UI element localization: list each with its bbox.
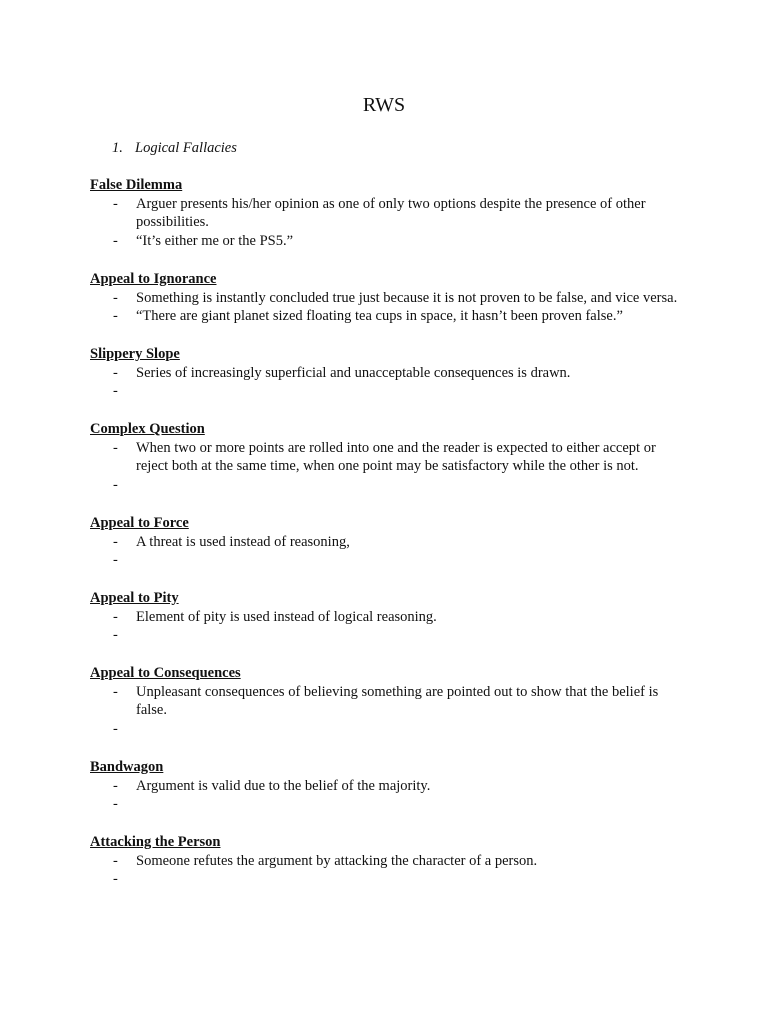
outline-heading [112, 139, 237, 157]
bullet-dash: - [113, 533, 118, 550]
fallacy-section [90, 270, 690, 326]
fallacy-section [90, 345, 690, 401]
bullet-dash: - [113, 852, 118, 869]
fallacy-section [90, 664, 690, 739]
fallacy-heading: False Dilemma [90, 177, 183, 193]
bullet-item [90, 720, 690, 739]
fallacy-heading: Bandwagon [90, 758, 164, 775]
bullet-item [90, 852, 690, 871]
bullet-item [90, 777, 690, 796]
fallacy-heading: Slippery Slope [90, 345, 180, 362]
bullet-text: “It’s either me or the PS5.” [136, 233, 294, 250]
bullet-item [90, 289, 690, 308]
bullet-dash: - [113, 195, 118, 212]
fallacy-heading: Appeal to Force [90, 514, 189, 531]
bullet-text: Something is instantly concluded true just because it is not proven to be false, and vice versa. [136, 289, 678, 306]
bullet-text: Unpleasant consequences of believing something are pointed out to show that the belief is false. [136, 683, 659, 719]
bullet-text: Series of increasingly superficial and unacceptable consequences is drawn. [136, 364, 571, 381]
bullet-dash: - [113, 683, 118, 700]
bullet-dash: - [113, 289, 118, 306]
fallacy-section [90, 420, 690, 495]
fallacy-heading: Attacking the Person [90, 833, 221, 850]
bullet-text: “There are giant planet sized floating tea cups in space, it hasn’t been proven false.” [136, 308, 623, 325]
bullet-text: Element of pity is used instead of logical reasoning. [136, 608, 437, 625]
bullet-item [90, 683, 690, 720]
fallacy-section [90, 758, 690, 814]
fallacy-heading: Appeal to Pity [90, 589, 179, 606]
bullet-item [90, 476, 690, 495]
fallacy-heading: Appeal to Consequences [90, 665, 241, 682]
bullet-dash: - [113, 383, 118, 400]
fallacy-heading: Complex Question [90, 421, 205, 438]
bullet-dash: - [113, 364, 118, 381]
outline-label: Logical Fallacies [135, 140, 237, 156]
outline-number: 1. [112, 140, 123, 156]
bullet-dash: - [113, 233, 118, 250]
bullet-dash: - [113, 608, 118, 625]
bullet-item [90, 195, 690, 232]
bullet-item [90, 364, 690, 383]
fallacy-section [90, 589, 690, 645]
bullet-text: A threat is used instead of reasoning, [136, 533, 350, 550]
bullet-item [90, 870, 690, 889]
bullet-dash: - [113, 477, 118, 494]
bullet-item [90, 608, 690, 627]
bullet-item [90, 551, 690, 570]
bullet-dash: - [113, 308, 118, 325]
bullet-dash: - [113, 796, 118, 813]
bullet-text: When two or more points are rolled into one and the reader is expected to either accept or reject both at the same time, when one point may be satisfactory while the other is not. [136, 439, 656, 475]
fallacy-section [90, 514, 690, 570]
bullet-dash: - [113, 439, 118, 456]
bullet-dash: - [113, 871, 118, 888]
bullet-text: Arguer presents his/her opinion as one of only two options despite the presence of other possibilities. [136, 195, 646, 231]
document-body [90, 176, 690, 908]
bullet-text: Argument is valid due to the belief of the majority. [136, 777, 431, 794]
bullet-item [90, 533, 690, 552]
bullet-dash: - [113, 627, 118, 644]
fallacy-section [90, 176, 690, 251]
bullet-item [90, 439, 690, 476]
bullet-dash: - [113, 721, 118, 738]
fallacy-section [90, 833, 690, 889]
bullet-item [90, 626, 690, 645]
document-title: RWS [362, 94, 406, 116]
bullet-item [90, 382, 690, 401]
bullet-item [90, 232, 690, 251]
bullet-dash: - [113, 552, 118, 569]
bullet-dash: - [113, 777, 118, 794]
fallacy-heading: Appeal to Ignorance [90, 270, 217, 287]
bullet-item [90, 307, 690, 326]
bullet-item [90, 795, 690, 814]
bullet-text: Someone refutes the argument by attacking the character of a person. [136, 852, 538, 869]
